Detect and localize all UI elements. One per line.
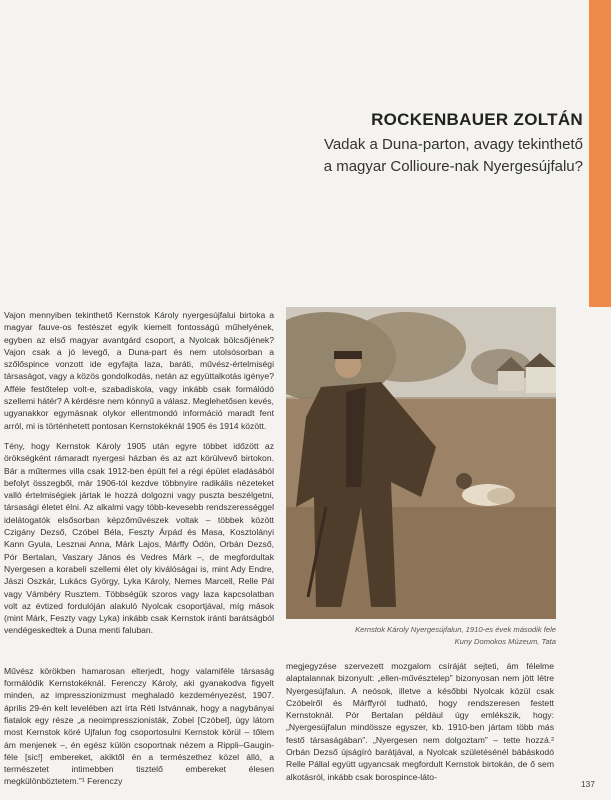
historical-photograph	[286, 307, 556, 619]
orange-accent-bar	[589, 0, 611, 307]
paragraph-4: megjegyzése szervezett mozgalom csíráját sejteti, ám félelme alaptalannak bizonyult: „ellen-művésztelep” bizonyosan nem jött létre Nyergesújfalun. A neósok, illetve a későbbi Nyolcak közül csak Czóbelről és Márffyról tudható, hogy rendszeresen festett Kernstoknál. Pór Bertalan például úgy emlékszik, hogy: „Nyergesújfalun mindössze egyszer, kb. 1910-ben jártam több más festő társaságában”. „Nyergesen nem dolgoztam” – tette hozzá.² Orbán Dezső újságíró barátjával, a Nyolcak születésénél bábáskodó Relle Pállal együtt ugyancsak megfordult Kernstok birtokán, de ő sem alkotásról, inkább csak borospince-láto-	[286, 661, 554, 782]
photo-caption	[286, 624, 556, 648]
paragraph-2: Tény, hogy Kernstok Károly 1905 után egyre többet időzött az örökségként rámaradt nyergesi házban és az azt körülvevő birtokon. Bár a műtermes villa csak 1912-ben épült fel a régi épület eladásából befolyt összegből, már 1906-tól kezdve többnyire radikális nézeteket valló értelmiségiek jártak le hozzá dolgozni vagy puszta beszélgetni, társasági életet élni. Az alkalmi vagy több-kevesebb rendszerességgel idelátogatók elsősorban képzőművészek voltak – többek között Czigány Dezső, Czóbel Béla, Feszty Árpád és Masa, Kosztolányi Kann Gyula, Lesznai Anna, Márk Lajos, Márffy Ödön, Orbán Dezső, Pór Bertalan, Vaszary János és Vedres Márk –, de megfordultak Nyergesen a korabeli szellemi élet oly kiválóságai is, mint Ady Endre, Jászi Oszkár, Lukács György, Lyka Károly, Nemes Marcell, Relle Pál vagy Vámbéry Rusztem. Többségük szoros vagy laza kapcsolatban volt az évtized fordulóján alakuló Nyolcak csoportjával, míg mások (mint Márk, Feszty vagy Lyka) inkább csak Kernstok iránti barátságból vendégeskedtek a Duna menti faluban.	[4, 440, 274, 636]
paragraph-3: Művész körökben hamarosan elterjedt, hogy valamiféle társaság formálódik Kernstokéknál. Ferenczy Károly, aki gyanakodva figyelt minden, az impresszionizmust meghaladó kezdeményezést, 1907. április 29-én kelt levelében azt írta Réti Istvánnak, hogy a nagybányai fiatalok egy része „a neoimpresszionisták, Zobel [Czóbel], úgy látom most Kernstok köré Ujfalun fog csoportosulni Kernstok körül – tőlem ám menjenek –, én egész külön csoportnak nézem a Rippli–Gaugin-féle [sic!] embereket, akiktől én a természethez közel álló, a természetet intimebben tisztelő embereket élesen megkülönböztetem.”¹ Ferenczy	[4, 665, 274, 787]
article-title	[183, 134, 583, 178]
caption-line-1: Kernstok Károly Nyergesújfalun, 1910-es évek második fele	[355, 625, 556, 634]
author-name: ROCKENBAUER ZOLTÁN	[371, 110, 583, 129]
article-title-line-1: Vadak a Duna-parton, avagy tekinthető	[323, 136, 583, 153]
paragraph-1: Vajon mennyiben tekinthető Kernstok Károly nyergesújfalui birtoka a magyar fauve-os festészet egyik kiemelt fontosságú műhelyének, egyben az első magyar avantgárd csoport, a Nyolcak bölcsőjének? Vajon csak a jó levegő, a Duna-part és nem utolsósorban a szőlőspince vonzott ide egyfajta laza, baráti, művész-értelmiségi társaságot, vagy a közös gondolkodás, netán az együttalkotás igénye? Afféle festőtelep volt-e, szabadiskola, vagy inkább csak formálódó szellemi hátér? A kérdésre nem könnyű a válasz. Meglehetősen kevés, ugyanakkor egymásnak olykor ellentmondó információ maradt fent arról, mi is történhetett pontosan Kernstokéknál 1905 és 1914 között.	[4, 310, 274, 431]
left-text-column	[4, 309, 274, 796]
caption-line-2: Kuny Domokos Múzeum, Tata	[454, 637, 556, 646]
photo-illustration	[286, 307, 556, 619]
page-number: 137	[580, 779, 595, 789]
right-text-column	[286, 660, 554, 783]
article-title-line-2: a magyar Collioure-nak Nyergesújfalu?	[323, 158, 583, 175]
article-header	[183, 110, 583, 178]
